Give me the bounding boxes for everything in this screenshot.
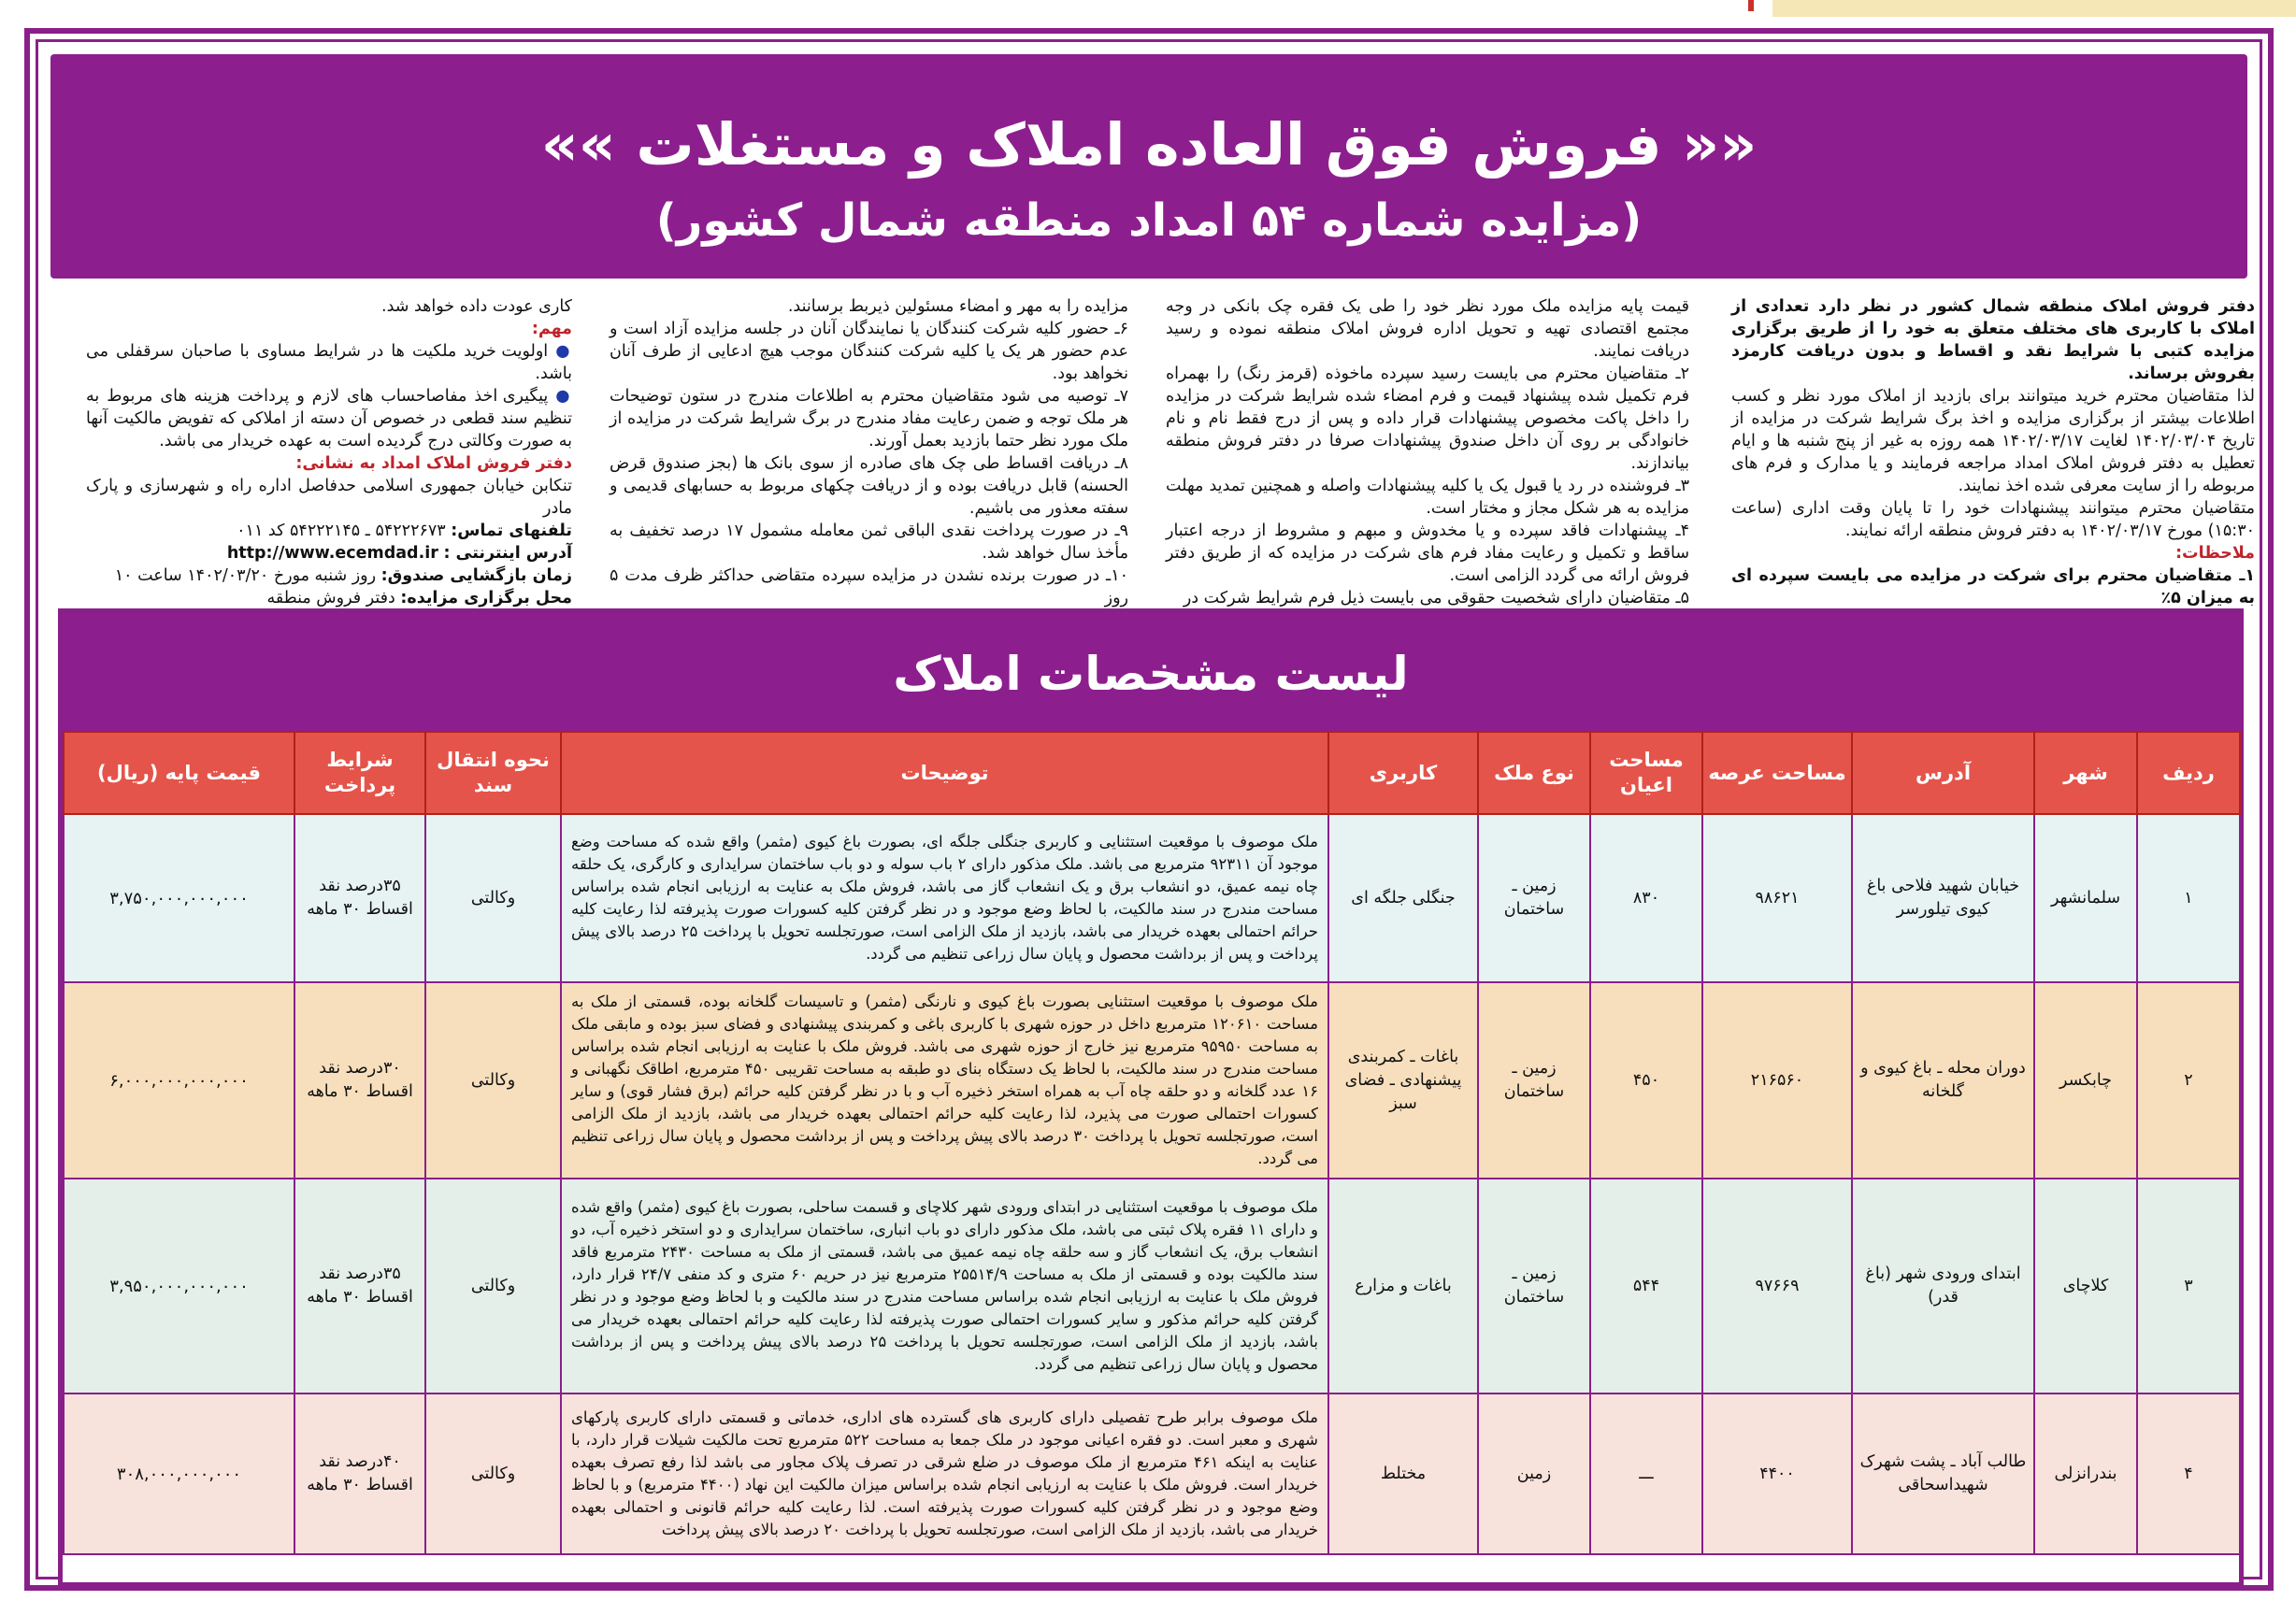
cell-transfer-method: وکالتی — [425, 982, 561, 1179]
phone-numbers: ۵۴۲۲۲۶۷۳ ـ ۵۴۲۲۲۱۴۵ کد ۰۱۱ — [237, 522, 446, 540]
header-usage: کاربری — [1328, 732, 1478, 814]
opening-time-label: زمان بازگشایی صندوق: — [380, 566, 572, 585]
cell-building-area: ـــ — [1590, 1393, 1702, 1554]
cell-land-area: ۹۷۶۶۹ — [1702, 1179, 1852, 1393]
important-bullet-2: پیگیری اخذ مفاصاحساب های لازم و پرداخت هزینه های مربوط به تنظیم سند قطعی در خصوص آن دسته از املاکی که تفویض مالکیت آنها به صورت وکالتی درج گردیده است به عهده خریدار می باشد. — [86, 387, 572, 450]
cell-city: چابکسر — [2034, 982, 2137, 1179]
cell-address: طالب آباد ـ پشت شهرک شهیداسحاقی — [1852, 1393, 2034, 1554]
intro-column-1 — [1731, 295, 2255, 609]
cell-payment-terms: ۳۵درصد نقد اقساط ۳۰ ماهه — [294, 1179, 425, 1393]
office-address: تنکابن خیابان جمهوری اسلامی حدفاصل اداره راه و شهرسازی و پارک مادر — [86, 477, 572, 518]
header-property-type: نوع ملک — [1478, 732, 1590, 814]
cell-property-type: زمین ـ ساختمان — [1478, 814, 1590, 982]
note-7: ۷ـ توصیه می شود متقاضیان محترم به اطلاعات مندرج در ستون توضیحات هر ملک توجه و ضمن رعایت مفاد مندرج در برگ شرایط شرکت در مزایده از ملک مورد نظر حتما بازدید بعمل آورند. — [610, 387, 1128, 450]
bullet-icon: ● — [555, 387, 572, 406]
cell-payment-terms: ۴۰درصد نقد اقساط ۳۰ ماهه — [294, 1393, 425, 1554]
intro-lead: دفتر فروش املاک منطقه شمال کشور در نظر دارد تعدادی از املاک با کاربری های مختلف متعلق به خود را از طریق برگزاری مزایده کتبی با شرایط نقد و اقساط و بدون دریافت کارمزد بفروش برساند. — [1731, 297, 2255, 383]
table-header-row — [64, 732, 2240, 814]
cell-row-number: ۴ — [2137, 1393, 2240, 1554]
cell-land-area: ۹۸۶۲۱ — [1702, 814, 1852, 982]
note-10-cont: کاری عودت داده خواهد شد. — [381, 297, 572, 316]
cell-row-number: ۳ — [2137, 1179, 2240, 1393]
header-land-area: مساحت عرصه — [1702, 732, 1852, 814]
website-label: آدرس اینترنتی : — [443, 544, 572, 563]
cell-description: ملک موصوف با موقعیت استثنایی و کاربری جنگلی جلگه ای، بصورت باغ کیوی (مثمر) واقع شده که مساحت وضع موجود آن ۹۲۳۱۱ مترمربع می باشد. ملک مذکور دارای ۲ باب سوله و دو باب ساختمان سرایداری و کارگری، یک حلقه چاه نیمه عمیق، دو انشعاب برق و یک انشعاب گاز می باشد، فروش ملک به عنایت به ارزیابی انجام شده براساس مساحت مندرج در سند مالکیت، با لحاظ وضع موجود و در نظر گرفتن کلیه کسورات صورت پذیرفته لذا رعایت کلیه حرائم احتمالی بعهده خریدار می باشد، بازدید از ملک الزامی است، صورتجلسه تحویل با پرداخت ۲۵ درصد بالای پیش پرداخت و پس از برداشت محصول و پایان سال زراعی تنظیم می گردد. — [561, 814, 1328, 982]
note-10: ۱۰ـ در صورت برنده نشدن در مزایده سپرده متقاضی حداکثر ظرف مدت ۵ روز — [610, 566, 1128, 607]
cell-city: کلاچای — [2034, 1179, 2137, 1393]
cell-description: ملک موصوف با موقعیت استثنایی بصورت باغ کیوی و نارنگی (مثمر) و تاسیسات گلخانه بوده، قسمتی از ملک به مساحت ۱۲۰۶۱۰ مترمربع داخل در حوزه شهری با کاربری باغی و کمربندی پیشنهادی و فضای سبز بوده و مابقی ملک به مساحت ۹۵۹۵۰ مترمربع نیز خارج از حوزه شهری می باشد. فروش ملک با عنایت به ارزیابی انجام شده براساس مساحت مندرج در سند مالکیت، با لحاظ یک دستگاه بنای دو طبقه به مساحت تقریبی ۴۵۰ مترمربع، اطاقک نگهبانی و ۱۶ عدد گلخانه و دو حلقه چاه آب به همراه استخر ذخیره آب و با در نظر گرفتن کلیه حرائم (برق فشار قوی) و سایر کسورات احتمالی صورت می پذیرد، لذا رعایت کلیه حرائم احتمالی بعهده خریدار می باشد، بازدید از ملک الزامی است، صورتجلسه تحویل با پرداخت ۳۰ درصد بالای پیش پرداخت و پس از برداشت محصول و پایان سال زراعی تنظیم می گردد. — [561, 982, 1328, 1179]
cell-base-price: ۶,۰۰۰,۰۰۰,۰۰۰,۰۰۰ — [64, 982, 294, 1179]
office-address-label: دفتر فروش املاک امداد به نشانی: — [295, 454, 572, 473]
cell-transfer-method: وکالتی — [425, 1393, 561, 1554]
cell-land-area: ۴۴۰۰ — [1702, 1393, 1852, 1554]
intro-column-4 — [86, 295, 572, 609]
note-5-cont: مزایده را به مهر و امضاء مسئولین ذیربط برسانند. — [787, 297, 1128, 316]
cell-address: ابتدای ورودی شهر (باغ قدر) — [1852, 1179, 2034, 1393]
cell-description: ملک موصوف برابر طرح تفصیلی دارای کاربری های گسترده های اداری، خدماتی و قسمتی دارای کاربری پارکهای شهری و معبر است. دو فقره اعیانی موجود در ملک جمعا به مساحت ۵۲۲ مترمربع تحت مالکیت شیلات قرار دارد، با عنایت به اینکه ۴۶۱ مترمربع از ملک موصوف در ضلع شرقی در تصرف پلاک مجاور می باشد لذا رفع تصرف بعهده خریدار است. فروش ملک با عنایت به ارزیابی انجام شده براساس میزان مالکیت این نهاد (۴۴۰۰ مترمربع) و با لحاظ وضع موجود و در نظر گرفتن کلیه کسورات صورت پذیرفته است. لذا رعایت کلیه حرائم قانونی و احتمالی بعهده خریدار می باشد، بازدید از ملک الزامی است، صورتجلسه تحویل با پرداخت ۲۰ درصد بالای پیش پرداخت — [561, 1393, 1328, 1554]
property-list-title: لیست مشخصات املاک — [63, 613, 2239, 731]
auction-place: دفتر فروش منطقه — [266, 589, 395, 607]
table-row — [64, 982, 2240, 1179]
cell-address: دوران محله ـ باغ کیوی و گلخانه — [1852, 982, 2034, 1179]
cell-transfer-method: وکالتی — [425, 814, 561, 982]
intro-column-2 — [1166, 295, 1689, 609]
cell-row-number: ۲ — [2137, 982, 2240, 1179]
cell-usage: مختلط — [1328, 1393, 1478, 1554]
header-description: توضیحات — [561, 732, 1328, 814]
intro-column-3 — [610, 295, 1128, 609]
cell-city: بندرانزلی — [2034, 1393, 2137, 1554]
table-row — [64, 1393, 2240, 1554]
top-red-mark — [1748, 0, 1754, 11]
bullet-icon: ● — [555, 342, 572, 361]
cell-property-type: زمین ـ ساختمان — [1478, 982, 1590, 1179]
header-building-area: مساحت اعیان — [1590, 732, 1702, 814]
property-list — [58, 608, 2244, 1587]
intro-visit: لذا متقاضیان محترم خرید میتوانند برای بازدید از املاک مورد نظر و کسب اطلاعات بیشتر از برگزاری مزایده و اخذ برگ شرایط شرکت در مزایده از تاریخ ۱۴۰۲/۰۳/۰۴ لغایت ۱۴۰۲/۰۳/۱۷ همه روزه به غیر از پنج شنبه ها و ایام تعطیل به دفتر فروش املاک امداد مراجعه فرمایند و یا مدارک و فرم های مربوطه را از سایت معرفی شده اخذ نمایند. — [1731, 387, 2255, 495]
opening-time: روز شنبه مورخ ۱۴۰۲/۰۳/۲۰ ساعت ۱۰ — [114, 566, 377, 585]
table-row — [64, 1179, 2240, 1393]
website-link[interactable]: http://www.ecemdad.ir — [226, 544, 438, 563]
header-row-number: ردیف — [2137, 732, 2240, 814]
cell-usage: باغات ـ کمربندی پیشنهادی ـ فضای سبز — [1328, 982, 1478, 1179]
phone-label: تلفنهای تماس: — [451, 522, 572, 540]
top-yellow-bar — [1772, 0, 2296, 17]
header-transfer-method: نحوه انتقال سند — [425, 732, 561, 814]
cell-base-price: ۳۰۸,۰۰۰,۰۰۰,۰۰۰ — [64, 1393, 294, 1554]
cell-base-price: ۳,۹۵۰,۰۰۰,۰۰۰,۰۰۰ — [64, 1179, 294, 1393]
cell-city: سلمانشهر — [2034, 814, 2137, 982]
note-9: ۹ـ در صورت پرداخت نقدی الباقی ثمن معامله مشمول ۱۷ درصد تخفیف به مأخذ سال خواهد شد. — [610, 522, 1128, 563]
top-strip — [0, 0, 2296, 21]
note-3: ۳ـ فروشنده در رد یا قبول یک یا کلیه پیشنهادات واصله و همچنین تمدید مهلت مزایده به هر شکل مجاز و مختار است. — [1166, 477, 1689, 518]
header-banner — [50, 54, 2247, 279]
cell-row-number: ۱ — [2137, 814, 2240, 982]
cell-description: ملک موصوف با موقعیت استثنایی در ابتدای ورودی شهر کلاچای و قسمت ساحلی، بصورت باغ کیوی (مثمر) واقع شده و دارای ۱۱ فقره پلاک ثبتی می باشد، ملک مذکور دارای دو باب انباری، ساختمان سرایداری و دو استخر ذخیره آب، دو انشعاب برق، یک انشعاب گاز و سه حلقه چاه نیمه عمیق می باشد، قسمتی از ملک به مساحت ۲۴۳۰ مترمربع فاقد سند مالکیت بوده و قسمتی از ملک به مساحت ۲۵۵۱۴/۹ مترمربع نیز در حریم ۶۰ متری و کد منفی ۲۴/۷ قرار دارد، فروش ملک با عنایت به ارزیابی انجام شده براساس مساحت مندرج در سند مالکیت و با لحاظ وضع موجود و در نظر گرفتن کلیه حرائم مذکور و سایر کسورات احتمالی صورت پذیرفته لذا رعایت کلیه حرائم احتمالی بعهده خریدار می باشد، بازدید از ملک الزامی است، صورتجلسه تحویل با پرداخت ۲۵ درصد بالای پیش پرداخت و پس از برداشت محصول و پایان سال زراعی تنظیم می گردد. — [561, 1179, 1328, 1393]
note-6: ۶ـ حضور کلیه شرکت کنندگان یا نمایندگان آنان در جلسه مزایده آزاد است و عدم حضور هر یک یا کلیه شرکت کنندگان موجب هیچ ادعایی از طرف آنان نخواهد بود. — [610, 320, 1128, 383]
cell-property-type: زمین ـ ساختمان — [1478, 1179, 1590, 1393]
cell-payment-terms: ۳۵درصد نقد اقساط ۳۰ ماهه — [294, 814, 425, 982]
table-row — [64, 814, 2240, 982]
property-table — [63, 731, 2241, 1555]
cell-transfer-method: وکالتی — [425, 1179, 561, 1393]
cell-payment-terms: ۳۰درصد نقد اقساط ۳۰ ماهه — [294, 982, 425, 1179]
note-1: ۱ـ متقاضیان محترم برای شرکت در مزایده می بایست سپرده ای به میزان ۵٪ — [1731, 566, 2255, 607]
cell-base-price: ۳,۷۵۰,۰۰۰,۰۰۰,۰۰۰ — [64, 814, 294, 982]
header-address: آدرس — [1852, 732, 2034, 814]
ad-subtitle: (مزایده شماره ۵۴ امداد منطقه شمال کشور) — [655, 194, 1643, 247]
cell-building-area: ۸۳۰ — [1590, 814, 1702, 982]
header-base-price: قیمت پایه (ریال) — [64, 732, 294, 814]
cell-property-type: زمین — [1478, 1393, 1590, 1554]
ad-frame — [24, 28, 2274, 1591]
cell-usage: باغات و مزارع — [1328, 1179, 1478, 1393]
important-label: مهم: — [531, 320, 572, 338]
note-2: ۲ـ متقاضیان محترم می بایست رسید سپرده ماخوذه (قرمز رنگ) را بهمراه فرم تکمیل شده پیشنهاد قیمت و فرم امضاء شده شرایط شرکت در مزایده را داخل پاکت مخصوص پیشنهادات قرار داده و پس از درج فقط نام و نام خانوادگی بر روی آن داخل صندوق پیشنهادات صرفا در دفتر فروش منطقه بیاندازند. — [1166, 364, 1689, 473]
ad-title: «« فروش فوق العاده املاک و مستغلات »» — [540, 110, 1758, 179]
cell-building-area: ۵۴۴ — [1590, 1179, 1702, 1393]
note-4: ۴ـ پیشنهادات فاقد سپرده و یا مخدوش و مبهم و مشروط از درجه اعتبار ساقط و تکمیل و رعایت مفاد فرم های شرکت در مزایده که از طریق دفتر فروش ارائه می گردد الزامی است. — [1166, 522, 1689, 585]
note-8: ۸ـ دریافت اقساط طی چک های صادره از سوی بانک ها (بجز صندوق قرض الحسنه) قابل دریافت بوده و از دریافت چکهای مربوط به حسابهای قدیمی و سفته معذور می باشیم. — [610, 454, 1128, 518]
note-5: ۵ـ متقاضیان دارای شخصیت حقوقی می بایست ذیل فرم شرایط شرکت در — [1183, 589, 1689, 607]
notes-label: ملاحظات: — [2175, 544, 2255, 563]
intro-columns — [86, 295, 2264, 613]
note-1-cont: قیمت پایه مزایده ملک مورد نظر خود را طی یک فقره چک بانکی در وجه مجتمع اقتصادی تهیه و تحویل اداره فروش املاک منطقه نموده و رسید دریافت نمایند. — [1166, 297, 1689, 361]
important-bullet-1: اولویت خرید ملکیت ها در شرایط مساوی با صاحبان سرقفلی می باشد. — [86, 342, 572, 383]
cell-address: خیابان شهید فلاحی باغ کیوی تیلورسر — [1852, 814, 2034, 982]
cell-usage: جنگلی جلگه ای — [1328, 814, 1478, 982]
intro-deadline: متقاضیان محترم میتوانند پیشنهادات خود را تا پایان وقت اداری (ساعت ۱۵:۳۰) مورخ ۱۴۰۲/۰۳/۱۷ به دفتر فروش منطقه ارائه نمایند. — [1731, 499, 2255, 540]
auction-place-label: محل برگزاری مزایده: — [400, 589, 572, 607]
header-city: شهر — [2034, 732, 2137, 814]
header-payment-terms: شرایط پرداخت — [294, 732, 425, 814]
cell-building-area: ۴۵۰ — [1590, 982, 1702, 1179]
cell-land-area: ۲۱۶۵۶۰ — [1702, 982, 1852, 1179]
